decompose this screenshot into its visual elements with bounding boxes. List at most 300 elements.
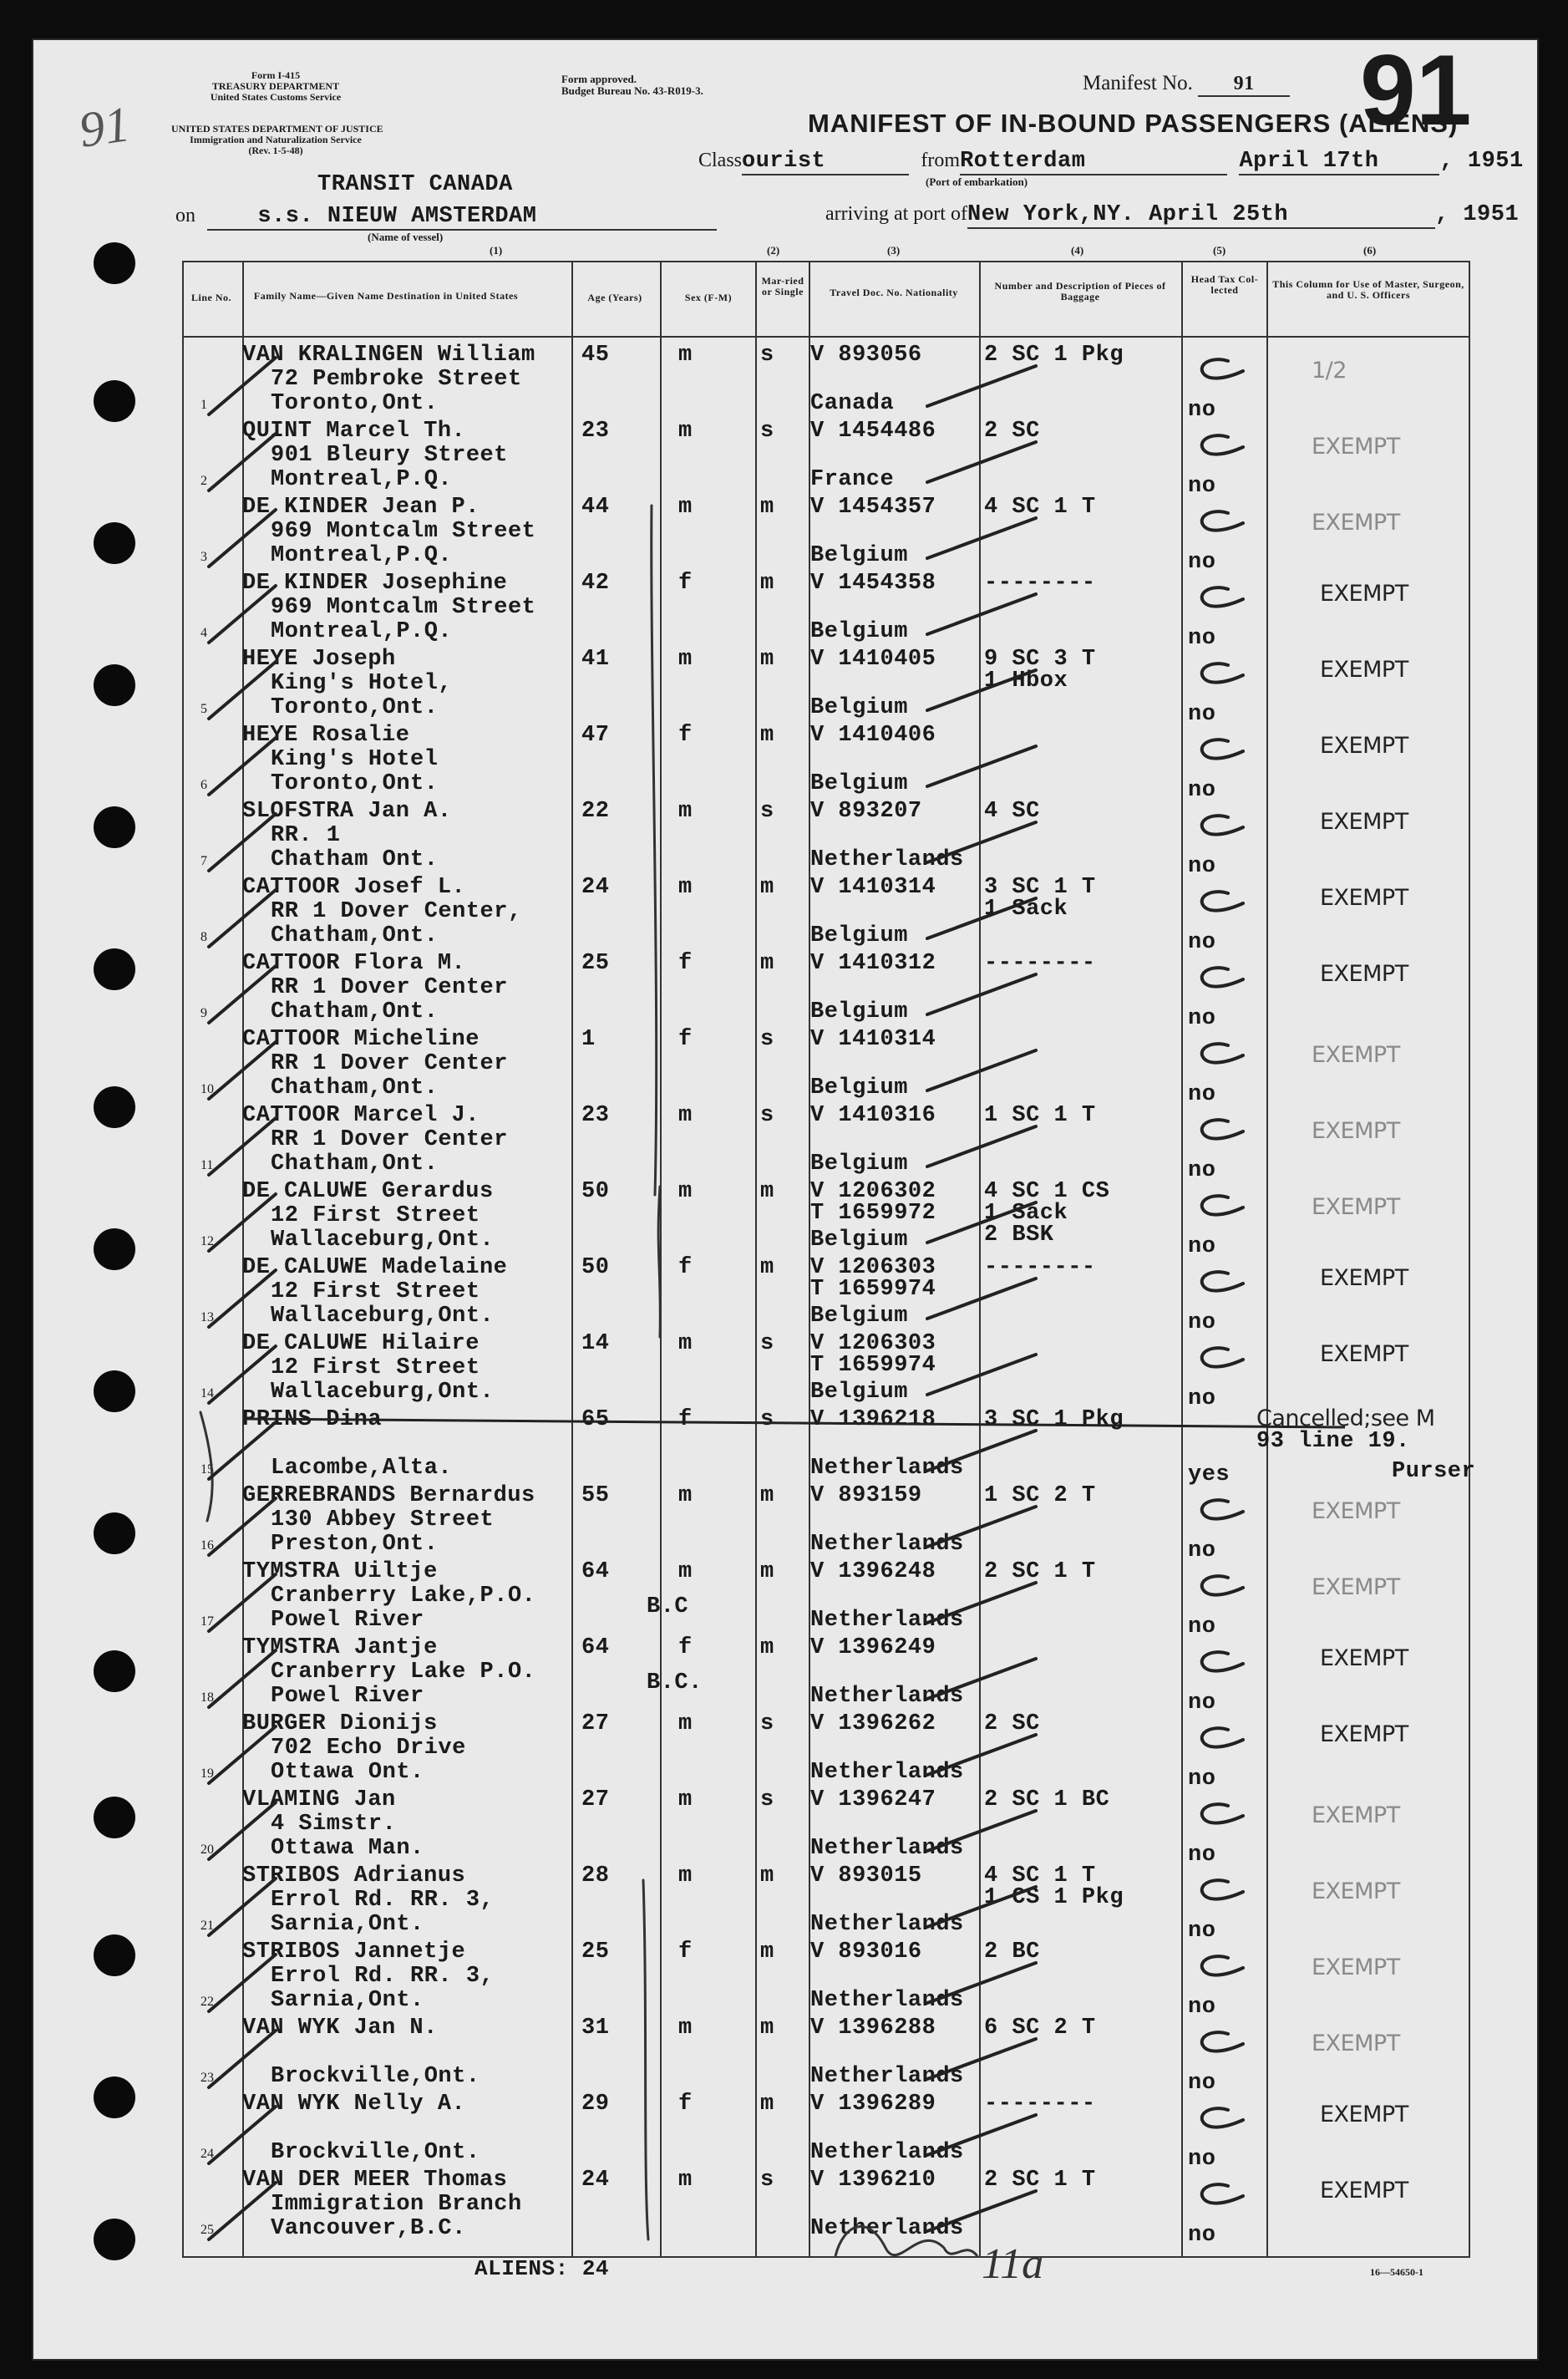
col-header-married: Mar-ried or Single: [761, 275, 804, 297]
sex-value: f: [678, 2092, 693, 2117]
officer-note: EXEMPT: [1320, 885, 1408, 911]
treasury-label: TREASURY DEPARTMENT: [211, 80, 340, 92]
on-label: on: [175, 205, 195, 226]
baggage-check-slash: [927, 1278, 1036, 1319]
passenger-name: VAN DER MEER Thomas: [242, 2168, 508, 2193]
baggage-check-slash: [927, 1126, 1036, 1167]
travel-doc-number: V 1454486: [810, 419, 936, 444]
marital-status: s: [760, 1711, 774, 1736]
baggage-line-1: 2 SC 1 Pkg: [984, 343, 1124, 368]
marital-status: s: [760, 1787, 774, 1812]
age-value: 44: [581, 495, 610, 520]
sex-value: m: [678, 647, 693, 672]
head-tax-collected: no: [1188, 1919, 1216, 1944]
sex-value: m: [678, 343, 693, 368]
budget-label: Budget Bureau No. 43-R019-3.: [561, 84, 703, 97]
check-slash: [209, 1955, 276, 2011]
address-line-1: Errol Rd. RR. 3,: [271, 1964, 495, 1989]
head-tax-collected: no: [1188, 1082, 1216, 1107]
address-line-2: Wallaceburg,Ont.: [271, 1380, 495, 1405]
baggage-check-slash: [927, 1811, 1036, 1851]
baggage-check-slash: [927, 2191, 1036, 2231]
col-header-doc: Travel Doc. No. Nationality: [830, 287, 958, 298]
passenger-name: VAN WYK Nelly A.: [242, 2092, 466, 2117]
baggage-line-1: 4 SC 1 T: [984, 495, 1096, 520]
baggage-line-1: 3 SC 1 T: [984, 875, 1096, 900]
officer-note-faint: EXEMPT: [1312, 1955, 1400, 1980]
check-slash: [209, 1270, 276, 1327]
address-line-1: RR 1 Dover Center: [271, 975, 508, 1000]
line-number: 25: [200, 2223, 214, 2237]
check-slash: [209, 1878, 276, 1935]
arrival-year: 1951: [1463, 202, 1520, 227]
nationality: Netherlands: [810, 1684, 964, 1709]
class-value: ourist: [742, 149, 909, 175]
tick-mark: [1202, 1120, 1243, 1138]
address-line-1: 12 First Street: [271, 1355, 480, 1380]
nationality: Canada: [810, 391, 895, 416]
baggage-check-slash: [927, 518, 1036, 558]
nationality: Netherlands: [810, 2216, 964, 2241]
sex-value: f: [678, 723, 693, 748]
tick-mark: [1202, 511, 1243, 530]
sex-value: f: [678, 1635, 693, 1660]
sex-value: m: [678, 1331, 693, 1356]
col-header-tax: Head Tax Col-lected: [1190, 273, 1259, 296]
address-line-1: Errol Rd. RR. 3,: [271, 1888, 495, 1913]
column-number: (4): [1071, 244, 1084, 257]
baggage-line-1: 9 SC 3 T: [984, 647, 1096, 672]
arrival-port-date: New York,NY. April 25th: [967, 202, 1435, 229]
nationality: Netherlands: [810, 1912, 964, 1937]
line-number: 3: [200, 550, 207, 564]
manifest-number: 91: [1198, 73, 1290, 97]
address-line-2: Chatham,Ont.: [271, 1075, 439, 1101]
sex-value: m: [678, 799, 693, 824]
address-line-1: RR 1 Dover Center,: [271, 899, 522, 924]
age-value: 24: [581, 2168, 610, 2193]
address-line-2: Chatham,Ont.: [271, 1151, 439, 1177]
baggage-line-1: --------: [984, 2092, 1096, 2117]
officer-note: EXEMPT: [1320, 2178, 1408, 2204]
nationality: Netherlands: [810, 1760, 964, 1785]
address-line-2: Vancouver,B.C.: [271, 2216, 466, 2241]
marital-status: m: [760, 951, 774, 976]
sex-value: f: [678, 1027, 693, 1052]
baggage-line-2: 1 CS 1 Pkg: [984, 1885, 1124, 1910]
head-tax-collected: no: [1188, 2147, 1216, 2172]
address-line-2: Brockville,Ont.: [271, 2064, 480, 2089]
ins-label: Immigration and Naturalization Service: [190, 134, 362, 145]
officer-note-faint: 1/2: [1312, 358, 1347, 384]
address-line-1: Cranberry Lake P.O.: [271, 1660, 536, 1685]
address-line-2: Preston,Ont.: [271, 1532, 439, 1557]
sex-value: f: [678, 571, 693, 596]
nationality: Belgium: [810, 771, 908, 796]
nationality: Belgium: [810, 1304, 908, 1329]
address-line-2: Chatham,Ont.: [271, 923, 439, 948]
nationality: Belgium: [810, 543, 908, 568]
sex-value: f: [678, 1939, 693, 1965]
baggage-check-slash: [927, 1887, 1036, 1927]
class-row: Classourist fromRotterdam April 17th , 1951: [698, 149, 1524, 174]
head-tax-collected: no: [1188, 1006, 1216, 1031]
line-number: 19: [200, 1766, 214, 1781]
passenger-name: GERREBRANDS Bernardus: [242, 1483, 535, 1508]
passenger-name: DE KINDER Jean P.: [242, 495, 480, 520]
travel-doc-number: V 1206303: [810, 1331, 936, 1356]
tick-mark: [1202, 1956, 1243, 1975]
travel-doc-number: V 893207: [810, 799, 922, 824]
tick-mark: [1202, 740, 1243, 758]
marital-status: s: [760, 1103, 774, 1128]
officer-note-faint: EXEMPT: [1312, 1498, 1400, 1524]
travel-doc-number: V 893016: [810, 1939, 922, 1965]
head-tax-collected: no: [1188, 2071, 1216, 2096]
nationality: Belgium: [810, 1075, 908, 1101]
col-header-line: Line No.: [190, 292, 231, 303]
travel-doc-number: V 1410314: [810, 875, 936, 900]
passenger-name: CATTOOR Flora M.: [242, 951, 466, 976]
tick-mark: [1202, 1500, 1243, 1518]
aliens-count: ALIENS: 24: [474, 2256, 610, 2281]
sex-value: m: [678, 1483, 693, 1508]
officer-note: EXEMPT: [1320, 581, 1408, 607]
sex-value: m: [678, 1103, 693, 1128]
passenger-name: DE CALUWE Madelaine: [242, 1255, 508, 1280]
officer-note-faint: EXEMPT: [1312, 1802, 1400, 1828]
head-tax-collected: no: [1188, 702, 1216, 727]
passenger-name: STRIBOS Jannetje: [242, 1939, 466, 1965]
address-line-1: 4 Simstr.: [271, 1812, 397, 1837]
address-line-2: Toronto,Ont.: [271, 771, 439, 796]
age-value: 22: [581, 799, 610, 824]
check-slash: [209, 1726, 276, 1783]
marital-status: m: [760, 2016, 774, 2041]
baggage-line-1: 2 SC: [984, 419, 1040, 444]
baggage-check-slash: [927, 2039, 1036, 2079]
check-slash: [209, 1498, 276, 1555]
nationality: Netherlands: [810, 1836, 964, 1861]
line-number: 16: [200, 1538, 214, 1553]
nationality: Netherlands: [810, 1608, 964, 1633]
address-line-2: Lacombe,Alta.: [271, 1456, 453, 1481]
nationality: Belgium: [810, 999, 908, 1024]
sex-value: f: [678, 1407, 693, 1432]
line-number: 10: [200, 1082, 214, 1096]
travel-doc-number: V 1454358: [810, 571, 936, 596]
line-number: 17: [200, 1614, 214, 1629]
tick-mark: [1202, 663, 1243, 682]
check-slash: [209, 738, 276, 795]
check-slash: [209, 1802, 276, 1859]
line-number: 21: [200, 1919, 214, 1933]
marital-status: m: [760, 2092, 774, 2117]
passenger-name: DE KINDER Josephine: [242, 571, 508, 596]
head-tax-collected: no: [1188, 2223, 1216, 2248]
address-line-2: Wallaceburg,Ont.: [271, 1228, 495, 1253]
baggage-line-1: 2 SC 1 T: [984, 1559, 1096, 1584]
tick-mark: [1202, 359, 1243, 378]
address-line-1: 130 Abbey Street: [271, 1507, 495, 1533]
age-value: 23: [581, 419, 610, 444]
baggage-check-slash: [927, 1659, 1036, 1699]
tick-mark: [1202, 892, 1243, 910]
baggage-line-1: 4 SC: [984, 799, 1040, 824]
baggage-check-slash: [927, 1431, 1036, 1471]
address-line-2: Sarnia,Ont.: [271, 1912, 424, 1937]
travel-doc-number: V 893056: [810, 343, 922, 368]
address-line-1: King's Hotel: [271, 747, 439, 772]
sex-value: m: [678, 495, 693, 520]
passenger-name: QUINT Marcel Th.: [242, 419, 466, 444]
nationality: Belgium: [810, 619, 908, 644]
tick-mark: [1202, 1880, 1243, 1899]
tick-mark: [1202, 816, 1243, 834]
baggage-check-slash: [927, 1735, 1036, 1775]
head-tax-collected: no: [1188, 1386, 1216, 1411]
baggage-check-slash: [927, 670, 1036, 710]
col-header-officer: This Column for Use of Master, Surgeon, and U. S. Officers: [1272, 278, 1464, 301]
check-slash: [209, 1042, 276, 1099]
line-number: 6: [200, 778, 207, 792]
baggage-check-slash: [927, 822, 1036, 862]
head-tax-collected: no: [1188, 1310, 1216, 1335]
tick-mark: [1202, 1044, 1243, 1062]
marital-status: m: [760, 875, 774, 900]
line-number: 13: [200, 1310, 214, 1324]
marital-status: s: [760, 1331, 774, 1356]
check-slash: [209, 586, 276, 643]
approved-label: Form approved.: [561, 73, 637, 85]
travel-doc-number: V 1410312: [810, 951, 936, 976]
head-tax-collected: no: [1188, 474, 1216, 499]
check-slash: [209, 2183, 276, 2239]
officer-note: EXEMPT: [1320, 809, 1408, 835]
address-line-1: King's Hotel,: [271, 671, 453, 696]
officer-note-3: Purser: [1392, 1459, 1476, 1484]
address-province: B.C: [647, 1594, 689, 1619]
head-tax-collected: no: [1188, 1843, 1216, 1868]
age-value: 65: [581, 1407, 610, 1432]
rev-label: (Rev. 1-5-48): [248, 145, 303, 156]
marital-status: s: [760, 1407, 774, 1432]
column-number: (2): [767, 244, 780, 257]
head-tax-collected: no: [1188, 1234, 1216, 1259]
baggage-check-slash: [927, 1963, 1036, 2003]
head-tax-collected: yes: [1188, 1462, 1231, 1487]
marital-status: m: [760, 1179, 774, 1204]
justice-label: UNITED STATES DEPARTMENT OF JUSTICE: [171, 123, 383, 135]
nationality: Netherlands: [810, 1988, 964, 2013]
marital-status: m: [760, 723, 774, 748]
passenger-name: VLAMING Jan: [242, 1787, 396, 1812]
column-number: (6): [1363, 244, 1377, 257]
marital-status: m: [760, 1559, 774, 1584]
check-slash: [209, 358, 276, 414]
nationality: Netherlands: [810, 847, 964, 872]
tick-mark: [1202, 1728, 1243, 1746]
tick-mark: [1202, 2108, 1243, 2127]
check-slash: [209, 1650, 276, 1707]
tick-mark: [1202, 2184, 1243, 2203]
arriving-label: arriving at port of: [825, 203, 967, 225]
head-tax-collected: no: [1188, 626, 1216, 651]
travel-doc-number: V 1396288: [810, 2016, 936, 2041]
line-number: 7: [200, 854, 207, 868]
vessel-caption: (Name of vessel): [368, 231, 444, 243]
marital-status: m: [760, 571, 774, 596]
check-slash: [209, 2031, 276, 2087]
sex-value: m: [678, 2016, 693, 2041]
travel-doc-number-2: T 1659974: [810, 1277, 936, 1302]
tick-mark: [1202, 587, 1243, 606]
address-line-1: 702 Echo Drive: [271, 1736, 466, 1761]
col-header-sex: Sex (F-M): [684, 292, 733, 303]
line-number: 2: [200, 474, 207, 488]
age-value: 64: [581, 1559, 610, 1584]
head-tax-collected: no: [1188, 550, 1216, 575]
baggage-line-1: 6 SC 2 T: [984, 2016, 1096, 2041]
address-line-1: 901 Bleury Street: [271, 443, 508, 468]
from-label: from: [921, 150, 961, 171]
handwritten-page-note: 11a: [982, 2240, 1044, 2288]
tick-mark: [1202, 1272, 1243, 1290]
arrival-row: arriving at port ofNew York,NY. April 25th , 1951: [825, 202, 1520, 227]
address-line-2: Toronto,Ont.: [271, 695, 439, 720]
baggage-line-1: --------: [984, 571, 1096, 596]
marital-status: m: [760, 1255, 774, 1280]
col-header-age: Age (Years): [587, 292, 642, 303]
baggage-line-1: 2 SC 1 BC: [984, 1787, 1110, 1812]
tick-mark: [1202, 1576, 1243, 1594]
passenger-name: BURGER Dionijs: [242, 1711, 438, 1736]
baggage-check-slash: [927, 974, 1036, 1014]
transit-label: TRANSIT CANADA: [317, 172, 513, 197]
head-tax-collected: no: [1188, 930, 1216, 955]
officer-note: Cancelled;see M: [1256, 1406, 1435, 1431]
travel-doc-number: V 1396210: [810, 2168, 936, 2193]
address-line-1: 969 Montcalm Street: [271, 519, 536, 544]
handwritten-corner-number: 91: [75, 96, 134, 158]
address-province: B.C.: [647, 1670, 703, 1695]
baggage-line-1: 1 SC 2 T: [984, 1483, 1096, 1508]
head-tax-collected: no: [1188, 1995, 1216, 2020]
head-tax-collected: no: [1188, 1690, 1216, 1716]
marital-status: s: [760, 799, 774, 824]
tick-mark: [1202, 2032, 1243, 2051]
sex-value: m: [678, 1711, 693, 1736]
age-value: 55: [581, 1483, 610, 1508]
age-value: 25: [581, 951, 610, 976]
column-number: (3): [887, 244, 901, 257]
passenger-name: VAN WYK Jan N.: [242, 2016, 438, 2041]
sex-value: m: [678, 2168, 693, 2193]
tick-mark: [1202, 1348, 1243, 1366]
cancel-strike: [244, 1419, 1345, 1427]
address-line-1: 12 First Street: [271, 1279, 480, 1304]
travel-doc-number: V 1410406: [810, 723, 936, 748]
address-line-1: RR 1 Dover Center: [271, 1051, 508, 1076]
address-line-2: Brockville,Ont.: [271, 2140, 480, 2165]
head-tax-collected: no: [1188, 1538, 1216, 1563]
sex-value: m: [678, 419, 693, 444]
line-number: 1: [200, 398, 207, 412]
line-number: 18: [200, 1690, 214, 1705]
age-value: 1: [581, 1027, 596, 1052]
address-line-2: Sarnia,Ont.: [271, 1988, 424, 2013]
nationality: Belgium: [810, 923, 908, 948]
travel-doc-number: V 1410314: [810, 1027, 936, 1052]
officer-note: EXEMPT: [1320, 961, 1408, 987]
address-line-2: Wallaceburg,Ont.: [271, 1304, 495, 1329]
check-slash: [209, 662, 276, 719]
passenger-name: DE CALUWE Gerardus: [242, 1179, 494, 1204]
officer-note-faint: EXEMPT: [1312, 510, 1400, 536]
line-number: 9: [200, 1006, 207, 1020]
baggage-line-1: --------: [984, 1255, 1096, 1280]
age-value: 45: [581, 343, 610, 368]
head-tax-collected: no: [1188, 1158, 1216, 1183]
baggage-line-1: 1 SC 1 T: [984, 1103, 1096, 1128]
line-number: 15: [200, 1462, 214, 1477]
inspector-signature: [835, 2227, 977, 2256]
marital-status: m: [760, 647, 774, 672]
baggage-check-slash: [927, 1050, 1036, 1090]
officer-note: EXEMPT: [1320, 733, 1408, 759]
tick-mark: [1202, 1804, 1243, 1822]
manifest-title: MANIFEST OF IN-BOUND PASSENGERS (ALIENS): [808, 109, 1459, 138]
officer-note: EXEMPT: [1320, 1265, 1408, 1291]
travel-doc-number: V 1206303: [810, 1255, 936, 1280]
form-code: 16—54650-1: [1370, 2266, 1423, 2278]
officer-note-2: 93 line 19.: [1256, 1429, 1410, 1454]
officer-note-faint: EXEMPT: [1312, 1574, 1400, 1600]
passenger-name: CATTOOR Josef L.: [242, 875, 466, 900]
marital-status: s: [760, 1027, 774, 1052]
passenger-name: DE CALUWE Hilaire: [242, 1331, 480, 1356]
check-slash: [209, 890, 276, 947]
vessel-name: s.s. NIEUW AMSTERDAM: [207, 204, 717, 231]
baggage-line-1: 2 SC 1 T: [984, 2168, 1096, 2193]
travel-doc-number: V 893159: [810, 1483, 922, 1508]
manifest-big-number: 91: [1360, 34, 1472, 146]
sex-value: m: [678, 1559, 693, 1584]
travel-doc-number: V 1410405: [810, 647, 936, 672]
officer-note-faint: EXEMPT: [1312, 434, 1400, 460]
nationality: France: [810, 467, 895, 492]
check-slash: [209, 1194, 276, 1251]
line-number: 20: [200, 1843, 214, 1857]
marital-status: m: [760, 495, 774, 520]
officer-note: EXEMPT: [1320, 2102, 1408, 2127]
tick-mark: [1202, 1196, 1243, 1214]
travel-doc-number: V 1410316: [810, 1103, 936, 1128]
age-value: 42: [581, 571, 610, 596]
marital-status: s: [760, 2168, 774, 2193]
age-value: 41: [581, 647, 610, 672]
baggage-line-2: 1 Hbox: [984, 668, 1068, 694]
passenger-name: STRIBOS Adrianus: [242, 1863, 466, 1888]
baggage-line-1: 3 SC 1 Pkg: [984, 1407, 1124, 1432]
nationality: Belgium: [810, 1228, 908, 1253]
age-value: 50: [581, 1255, 610, 1280]
age-value: 27: [581, 1711, 610, 1736]
passenger-name: HEYE Joseph: [242, 647, 396, 672]
address-line-2: Montreal,P.Q.: [271, 543, 453, 568]
baggage-line-1: --------: [984, 951, 1096, 976]
line-number: 22: [200, 1995, 214, 2009]
